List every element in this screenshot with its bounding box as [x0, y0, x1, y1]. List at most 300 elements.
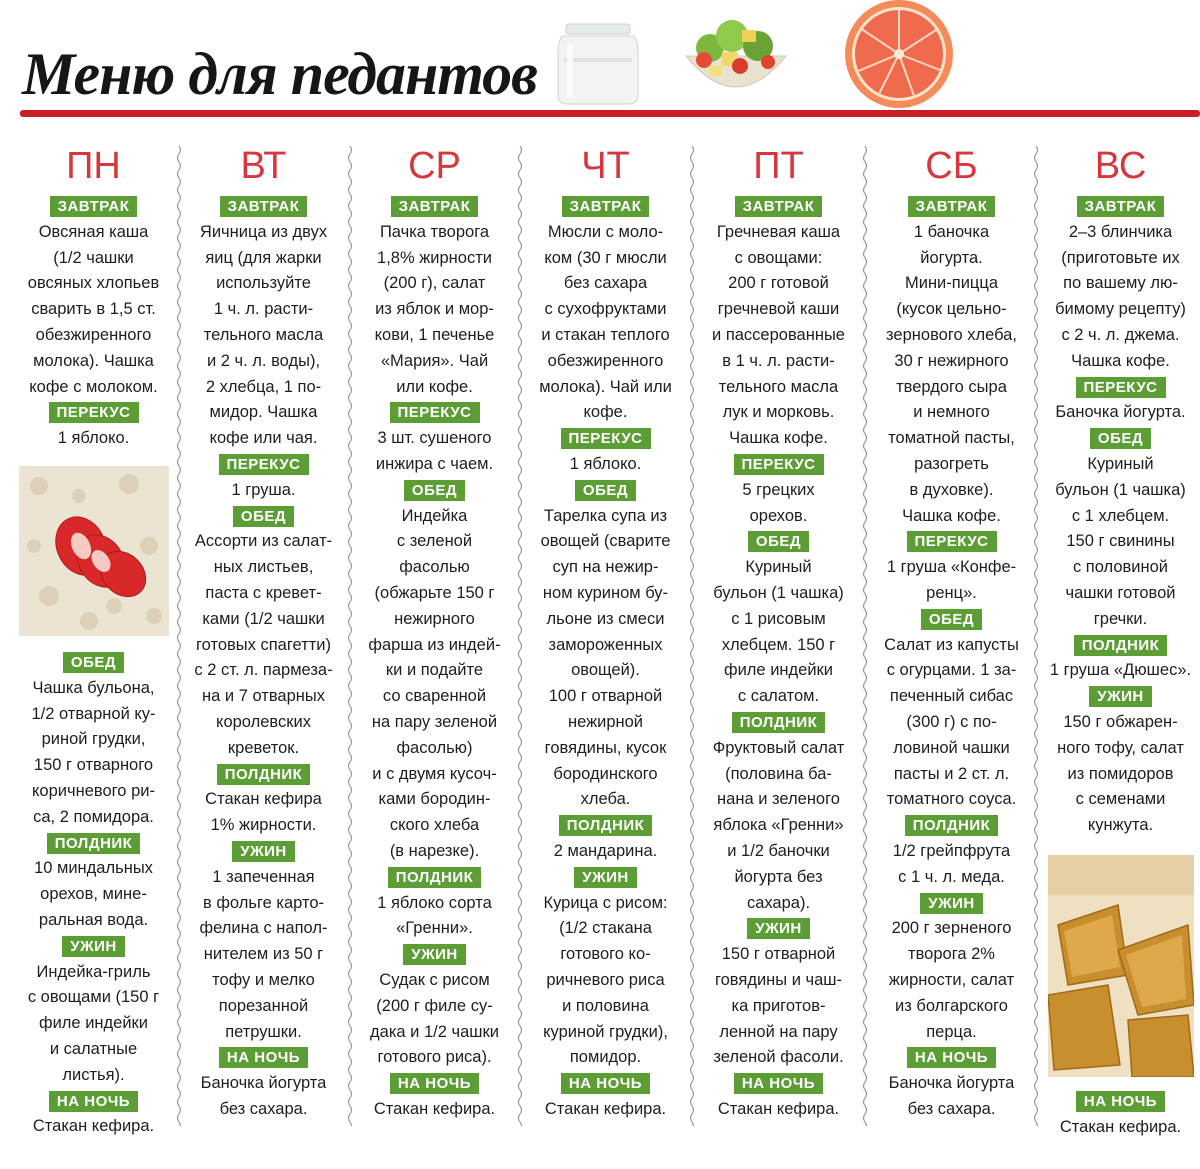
meal-label: ЗАВТРАК [391, 196, 479, 217]
meal-label-row [8, 400, 179, 426]
menu-text-line: ловиной чашки [893, 738, 1010, 757]
menu-text-line: ка приготов- [731, 996, 826, 1015]
menu-text-line: Стакан кефира. [1059, 1117, 1182, 1136]
column-divider [347, 146, 353, 1126]
menu-text-line: Яичница из двух [199, 222, 328, 241]
meal-label: НА НОЧЬ [390, 1073, 479, 1094]
menu-text-line: сварить в 1,5 ст. [31, 300, 156, 319]
meal-label-row [8, 650, 179, 676]
meal-label-row [1035, 375, 1200, 401]
meal-label-row [349, 400, 520, 426]
meal-label-row [1035, 194, 1200, 220]
column-divider [689, 146, 695, 1126]
meal-label-row [866, 1045, 1037, 1071]
day-heading: СР [408, 145, 461, 187]
menu-text-line: и пассерованные [712, 325, 845, 344]
meal-label: ПЕРЕКУС [49, 402, 139, 423]
meal-label-row [520, 813, 691, 839]
meal-label: ПЕРЕКУС [219, 454, 309, 475]
meal-label-row [866, 891, 1037, 917]
meal-label: УЖИН [62, 936, 125, 957]
meal-label: ОБЕД [575, 480, 636, 501]
menu-text-line: с овощами (150 г [27, 988, 160, 1007]
meal-label: ПОЛДНИК [217, 764, 311, 785]
menu-text-line: петрушки. [225, 1022, 302, 1041]
meal-label-row [178, 452, 349, 478]
menu-text-line: с огурцами. 1 за- [886, 661, 1017, 680]
menu-text-line: ричневого риса [546, 970, 665, 989]
menu-text-line: 150 г отварного [33, 756, 154, 775]
menu-text-line: с 2 ст. л. пармеза- [194, 661, 333, 680]
menu-text-line: овсяных хлопьев [27, 274, 160, 293]
meal-label: УЖИН [574, 867, 637, 888]
menu-text-line: 1/2 отварной ку- [31, 704, 156, 723]
menu-text-line: нежирной [567, 712, 644, 731]
menu-text-line: Чашка кофе. [902, 506, 1001, 525]
day-column [520, 140, 691, 1160]
menu-text-line: разогреть [914, 454, 989, 473]
menu-text-line: Стакан кефира. [32, 1117, 155, 1136]
meal-label: НА НОЧЬ [1076, 1091, 1165, 1112]
menu-text-line: (приготовьте их [1061, 248, 1180, 267]
menu-text-line: филе индейки [39, 1014, 148, 1033]
meal-label: ОБЕД [1090, 428, 1151, 449]
menu-text-line: ком (30 г мюсли [544, 248, 667, 267]
menu-text-line: говядины и чаш- [714, 970, 843, 989]
meal-label-row [693, 194, 864, 220]
menu-text-line: Стакан кефира. [373, 1099, 496, 1118]
meal-label-row [693, 1071, 864, 1097]
meal-label: ЗАВТРАК [1077, 196, 1165, 217]
meal-label: ПОЛДНИК [388, 867, 482, 888]
menu-text-line: 150 г обжарен- [1063, 712, 1178, 731]
menu-text-line: на пару зеленой [371, 712, 498, 731]
menu-text-line: бородинского [553, 764, 658, 783]
meal-label-row [693, 710, 864, 736]
menu-text-line: орехов, мине- [40, 885, 147, 904]
menu-text-line: по вашему лю- [1063, 274, 1178, 293]
menu-text-line: пасты и 2 ст. л. [893, 764, 1010, 783]
meal-label: ПЕРЕКУС [1076, 377, 1166, 398]
menu-text-line: 1 ч. л. расти- [213, 300, 314, 319]
meal-label-row [8, 831, 179, 857]
meal-label-row [8, 1089, 179, 1115]
meal-label: НА НОЧЬ [219, 1047, 308, 1068]
day-column [866, 140, 1037, 1160]
menu-text-line: ками (1/2 чашки [202, 609, 325, 628]
menu-text-line: 1,8% жирности [377, 248, 492, 267]
menu-text-line: Пачка творога [379, 222, 490, 241]
menu-text-line: кофе. [583, 403, 628, 422]
day-column [8, 140, 179, 1160]
meal-label: ПОЛДНИК [559, 815, 653, 836]
fried-tofu-photo [1048, 855, 1194, 1077]
meal-label-row [693, 452, 864, 478]
menu-text-line: или кофе. [396, 377, 473, 396]
menu-text-line: 1/2 грейпфрута [892, 841, 1011, 860]
menu-text-line: фасолью [399, 558, 470, 577]
menu-text-line: (обжарьте 150 г [374, 583, 495, 602]
column-divider [1033, 146, 1039, 1126]
menu-text-line: с 1 рисовым [731, 609, 826, 628]
column-divider [517, 146, 523, 1126]
menu-text-line: лук и морковь. [722, 403, 835, 422]
day-heading: ВС [1094, 145, 1147, 187]
menu-text-line: из помидоров [1067, 764, 1174, 783]
meal-label-row [349, 478, 520, 504]
menu-text-line: говядины, кусок [544, 738, 667, 757]
menu-text-line: коричневого ри- [32, 781, 155, 800]
menu-text-line: с 2 ч. л. джема. [1061, 325, 1180, 344]
menu-text-line: Чашка кофе. [1071, 351, 1170, 370]
meal-label: ОБЕД [233, 506, 294, 527]
menu-text-line: 1 яблоко. [569, 454, 642, 473]
menu-text-line: фасолью) [396, 738, 473, 757]
menu-text-line: из яблок и мор- [375, 300, 494, 319]
menu-text-line: с овощами: [734, 248, 823, 267]
menu-text-line: молока). Чай или [539, 377, 672, 396]
menu-text-line: в фольге карто- [203, 893, 324, 912]
menu-text-line: Тарелка супа из [543, 506, 668, 525]
meal-label: ПОЛДНИК [1074, 635, 1168, 656]
meal-label-row [520, 426, 691, 452]
menu-text-line: ном курином бу- [542, 583, 669, 602]
menu-text-line: перца. [926, 1022, 977, 1041]
menu-text-line: Мюсли с моло- [547, 222, 664, 241]
menu-text-line: с сухофруктами [544, 300, 667, 319]
meal-label-row [178, 504, 349, 530]
menu-text-line: с салатом. [737, 687, 820, 706]
salad-bowl-image [680, 8, 792, 110]
menu-text-line: фарша из индей- [368, 635, 501, 654]
meal-label-row [178, 762, 349, 788]
menu-text-line: 200 г готовой [728, 274, 829, 293]
day-column [349, 140, 520, 1160]
menu-text-line: кунжута. [1087, 816, 1154, 835]
menu-text-line: йогурта без [734, 867, 823, 886]
menu-text-line: (1/2 стакана [559, 919, 652, 938]
meal-label-row [349, 1071, 520, 1097]
menu-text-line: нежирного [394, 609, 475, 628]
meal-label: УЖИН [403, 944, 466, 965]
meal-label-row [520, 865, 691, 891]
menu-text-line: (кусок цельно- [896, 300, 1007, 319]
menu-text-line: королевских [216, 712, 311, 731]
menu-text-line: са, 2 помидора. [33, 807, 154, 826]
menu-text-line: чашки готовой [1065, 583, 1176, 602]
menu-text-line: без сахара [563, 274, 648, 293]
menu-text-line: (200 г), салат [383, 274, 486, 293]
menu-text-line: 1% жирности. [210, 816, 317, 835]
meal-label-row [866, 813, 1037, 839]
menu-text-line: с зеленой [396, 532, 473, 551]
menu-text-line: филе индейки [724, 661, 833, 680]
day-heading: СБ [925, 145, 978, 187]
meal-label-row [178, 194, 349, 220]
menu-text-line: Стакан кефира. [717, 1099, 840, 1118]
meal-label: ПОЛДНИК [732, 712, 826, 733]
menu-text-line: Курица с рисом: [543, 893, 668, 912]
menu-text-line: (в нарезке). [389, 841, 480, 860]
menu-text-line: овощей). [571, 661, 640, 680]
page-header [0, 0, 1200, 130]
meal-label-row [693, 529, 864, 555]
menu-text-line: паста с кревет- [205, 583, 322, 602]
menu-text-line: гречневой каши [717, 300, 840, 319]
meal-label-row [349, 865, 520, 891]
menu-text-line: 5 грецких [742, 480, 815, 499]
menu-text-line: 30 г нежирного [894, 351, 1009, 370]
grapefruit-image [828, 0, 970, 108]
meal-label-row [520, 194, 691, 220]
menu-text-line: 10 миндальных [34, 859, 153, 878]
menu-text-line: дака и 1/2 чашки [370, 1022, 499, 1041]
meal-label: ПЕРЕКУС [561, 428, 651, 449]
menu-text-line: и 2 ч. л. воды), [206, 351, 321, 370]
menu-text-line: фелина с напол- [199, 919, 328, 938]
menu-text-line: тельного масла [718, 377, 839, 396]
menu-text-line: листья). [62, 1065, 125, 1084]
menu-text-line: Баночка йогурта. [1055, 403, 1186, 422]
meal-label: ПОЛДНИК [47, 833, 141, 854]
menu-text-line: ных листьев, [213, 558, 314, 577]
meal-label-row [8, 934, 179, 960]
meal-label-row [8, 194, 179, 220]
menu-text-line: кови, 1 печенье [374, 325, 495, 344]
menu-text-line: ного тофу, салат [1057, 738, 1184, 757]
menu-text-line: йогурта. [920, 248, 983, 267]
meal-label-row [178, 839, 349, 865]
meal-label-row [1035, 426, 1200, 452]
menu-text-line: Салат из капусты [884, 635, 1019, 654]
meal-label-row [349, 942, 520, 968]
menu-text-line: Гречневая каша [716, 222, 841, 241]
menu-text-line: хлеба. [580, 790, 631, 809]
meal-label: ЗАВТРАК [50, 196, 138, 217]
day-heading: ЧТ [581, 145, 630, 187]
menu-text-line: Фруктовый салат [712, 738, 845, 757]
column-divider [862, 146, 868, 1126]
meal-label: УЖИН [232, 841, 295, 862]
day-column [1035, 140, 1200, 1160]
meal-label: ОБЕД [63, 652, 124, 673]
menu-text-line: на и 7 отварных [202, 687, 325, 706]
meal-label: ОБЕД [748, 531, 809, 552]
meal-label: НА НОЧЬ [734, 1073, 823, 1094]
day-heading: ПТ [753, 145, 804, 187]
menu-text-line: готового риса). [377, 1048, 492, 1067]
meal-label: ЗАВТРАК [735, 196, 823, 217]
day-heading: ПН [66, 145, 121, 187]
menu-text-line: творога 2% [908, 945, 995, 964]
menu-text-line: 1 яблоко сорта [377, 893, 492, 912]
menu-text-line: 150 г свинины [1066, 532, 1175, 551]
menu-text-line: тофу и мелко [212, 970, 315, 989]
meal-label: УЖИН [920, 893, 983, 914]
menu-text-line: томатной пасты, [888, 429, 1015, 448]
menu-text-line: и половина [562, 996, 649, 1015]
menu-text-line: и немного [913, 403, 990, 422]
menu-text-line: Баночка йогурта [888, 1074, 1015, 1093]
menu-text-line: 1 баночка [913, 222, 990, 241]
menu-text-line: (1/2 чашки [53, 248, 134, 267]
menu-text-line: 1 груша. [231, 480, 296, 499]
menu-text-line: бимому рецепту) [1055, 300, 1186, 319]
menu-text-line: и с двумя кусоч- [372, 764, 497, 783]
menu-text-line: «Мария». Чай [380, 351, 489, 370]
meal-label: ЗАВТРАК [562, 196, 650, 217]
menu-text-line: Мини-пицца [904, 274, 998, 293]
menu-text-line: помидор. [569, 1048, 642, 1067]
meal-label: УЖИН [747, 918, 810, 939]
menu-text-line: 1 яблоко. [57, 429, 130, 448]
menu-text-line: Ассорти из салат- [194, 532, 333, 551]
menu-text-line: зернового хлеба, [886, 325, 1017, 344]
menu-text-line: (300 г) с по- [906, 712, 997, 731]
meal-label: НА НОЧЬ [907, 1047, 996, 1068]
menu-text-line: риной грудки, [41, 730, 146, 749]
menu-text-line: в духовке). [909, 480, 994, 499]
menu-text-line: 1 запеченная [212, 867, 315, 886]
menu-text-line: 100 г отварной [548, 687, 663, 706]
menu-text-line: 1 груша «Дюшес». [1049, 661, 1192, 680]
menu-text-line: «Гренни». [396, 919, 473, 938]
meal-label: НА НОЧЬ [561, 1073, 650, 1094]
meal-label: ЗАВТРАК [220, 196, 308, 217]
menu-text-line: используйте [216, 274, 311, 293]
menu-text-line: суп на нежир- [552, 558, 659, 577]
menu-text-line: 2 хлебца, 1 по- [205, 377, 322, 396]
menu-text-line: замороженных [548, 635, 663, 654]
menu-text-line: ральная вода. [38, 910, 149, 929]
meal-label-row [693, 916, 864, 942]
yogurt-jar-image [550, 22, 646, 106]
day-column [693, 140, 864, 1160]
menu-text-line: 2–3 блинчика [1068, 222, 1173, 241]
menu-text-line: готовых спагетти) [196, 635, 331, 654]
header-red-rule [20, 110, 1200, 117]
menu-text-line: 150 г отварной [721, 945, 836, 964]
menu-text-line: креветок. [227, 738, 300, 757]
day-heading: ВТ [240, 145, 287, 187]
meal-label-row [349, 194, 520, 220]
strawberry-oatmeal-photo [19, 466, 169, 636]
menu-text-line: 1 груша «Конфе- [886, 558, 1017, 577]
menu-text-line: бульон (1 чашка) [1055, 480, 1186, 499]
meal-label: ПЕРЕКУС [907, 531, 997, 552]
menu-text-line: ского хлеба [389, 816, 480, 835]
meal-label: УЖИН [1089, 686, 1152, 707]
meal-label: ОБЕД [404, 480, 465, 501]
menu-text-line: овощей (сварите [540, 532, 671, 551]
menu-text-line: Куриный [745, 558, 812, 577]
menu-text-line: нителем из 50 г [203, 945, 324, 964]
menu-text-line: молока). Чашка [33, 351, 154, 370]
menu-text-line: твердого сыра [896, 377, 1007, 396]
meal-label-row [1035, 684, 1200, 710]
menu-text-line: орехов. [749, 506, 808, 525]
menu-text-line: гречки. [1093, 609, 1148, 628]
column-divider [176, 146, 182, 1126]
menu-text-line: и салатные [49, 1039, 138, 1058]
menu-text-line: Стакан кефира [205, 790, 322, 809]
menu-text-line: ренц». [926, 583, 977, 602]
menu-text-line: яблока «Гренни» [713, 816, 844, 835]
menu-text-line: тельного масла [203, 325, 324, 344]
meal-label-row [520, 1071, 691, 1097]
menu-text-line: обезжиренного [35, 325, 152, 344]
menu-text-line: кофе или чая. [209, 429, 318, 448]
menu-text-line: томатного соуса. [886, 790, 1017, 809]
menu-text-line: кофе с молоком. [29, 377, 158, 396]
menu-text-line: обезжиренного [547, 351, 664, 370]
meal-label: ПЕРЕКУС [734, 454, 824, 475]
menu-text-line: 2 мандарина. [553, 841, 658, 860]
menu-text-line: ки и подайте [385, 661, 484, 680]
page-title: Меню для педантов [22, 41, 537, 107]
menu-text-line: и стакан теплого [541, 325, 670, 344]
menu-text-line: бульон (1 чашка) [713, 583, 844, 602]
menu-text-line: без сахара. [907, 1099, 996, 1118]
menu-text-line: жирности, салат [888, 970, 1015, 989]
meal-label-row [1035, 1089, 1200, 1115]
menu-text-line: (половина ба- [725, 764, 832, 783]
menu-text-line: Чашка кофе. [729, 429, 828, 448]
meal-label: НА НОЧЬ [49, 1091, 138, 1112]
menu-text-line: и 1/2 баночки [727, 841, 830, 860]
menu-text-line: с половиной [1072, 558, 1169, 577]
menu-text-line: ками бородин- [378, 790, 491, 809]
menu-text-line: Судак с рисом [379, 970, 490, 989]
menu-text-line: зеленой фасоли. [713, 1048, 844, 1067]
menu-text-line: сахара). [746, 893, 811, 912]
meal-label-row [178, 1045, 349, 1071]
meal-label-row [866, 607, 1037, 633]
menu-text-line: ленной на пару [719, 1022, 838, 1041]
menu-text-line: печенный сибас [889, 687, 1014, 706]
meal-label: ПЕРЕКУС [390, 402, 480, 423]
meal-label: ПОЛДНИК [905, 815, 999, 836]
menu-text-line: яиц (для жарки [205, 248, 322, 267]
meal-label-row [866, 194, 1037, 220]
menu-text-line: 200 г зерненого [891, 919, 1012, 938]
menu-text-line: с 1 ч. л. меда. [898, 867, 1005, 886]
meal-label: ОБЕД [921, 609, 982, 630]
menu-text-line: куриной грудки), [543, 1022, 668, 1041]
menu-text-line: 3 шт. сушеного [377, 429, 492, 448]
menu-text-line: готового ко- [560, 945, 651, 964]
menu-text-line: Куриный [1087, 454, 1154, 473]
menu-text-line: Чашка бульона, [32, 678, 155, 697]
menu-text-line: из болгарского [895, 996, 1008, 1015]
menu-text-line: (200 г филе су- [376, 996, 493, 1015]
menu-text-line: мидор. Чашка [209, 403, 318, 422]
menu-text-line: с 1 хлебцем. [1071, 506, 1170, 525]
menu-text-line: с семенами [1075, 790, 1166, 809]
menu-text-line: Индейка-гриль [36, 962, 151, 981]
menu-text-line: со сваренной [382, 687, 487, 706]
menu-text-line: Стакан кефира. [544, 1099, 667, 1118]
menu-text-line: без сахара. [219, 1099, 308, 1118]
menu-text-line: льоне из смеси [546, 609, 665, 628]
menu-text-line: порезанной [218, 996, 309, 1015]
menu-text-line: нана и зеленого [717, 790, 840, 809]
menu-text-line: Индейка [401, 506, 468, 525]
menu-text-line: в 1 ч. л. расти- [722, 351, 835, 370]
menu-text-line: Овсяная каша [38, 222, 149, 241]
meal-label-row [1035, 633, 1200, 659]
menu-text-line: инжира с чаем. [375, 454, 494, 473]
